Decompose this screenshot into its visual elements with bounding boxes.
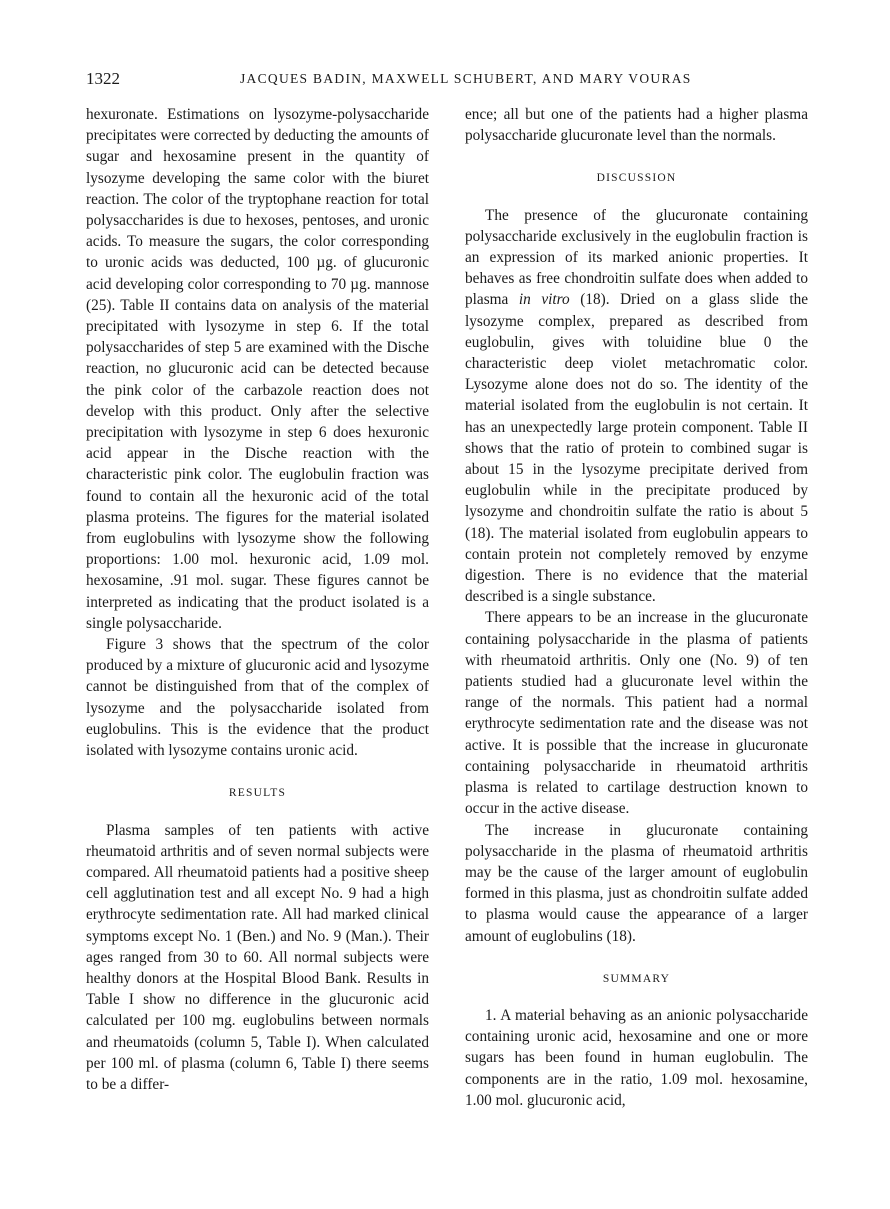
discussion-heading: DISCUSSION bbox=[596, 172, 677, 185]
in-vitro-italic: in vitro bbox=[518, 291, 570, 309]
discussion-paragraph-1 bbox=[465, 205, 808, 608]
summary-paragraph-1: 1. A material behaving as an anionic polysaccharide containing uronic acid, hexosamine and one or more sugars has been found in human euglobulin. The components are in the ratio, 1.09 mol. hexosamine, 1.00 mol. glucuronic acid, bbox=[465, 1006, 808, 1109]
running-head: JACQUES BADIN, MAXWELL SCHUBERT, AND MARY VOURAS bbox=[240, 71, 692, 86]
continued-paragraph-right: ence; all but one of the patients had a higher plasma polysaccharide glucuronate level than the normals. bbox=[465, 106, 808, 145]
right-column bbox=[465, 104, 808, 1111]
summary-heading: SUMMARY bbox=[602, 972, 671, 985]
discussion-text-b: (18). Dried on a glass slide the lysozyme complex, prepared as described from euglobulin, gives with toluidine blue 0 the characteristic deep violet metachromatic color. Lysozyme alone does not do so. The identity of the material isolated from the euglobulin is not certain. It has an unexpectedly large protein component. Table II shows that the ratio of protein to combined sugar is about 15 in the lysozyme precipitate derived from euglobulin while in the precipitate produced by lysozyme and chondroitin sulfate the ratio is about 5 (18). The material isolated from euglobulin appears to contain protein not completely removed by enzyme digestion. There is no evidence that the material described is a single substance. bbox=[465, 291, 809, 606]
discussion-text-a: The presence of the glucuronate containing polysaccharide exclusively in the euglobulin fraction is an expression of its marked anionic properties. It behaves as free chondroitin sulfate does when added to plasma bbox=[465, 206, 808, 309]
results-heading: RESULTS bbox=[228, 787, 287, 800]
discussion-paragraph-2: There appears to be an increase in the glucuronate containing polysaccharide in the plasma of patients with rheumatoid arthritis. Only one (No. 9) of ten patients studied had a glucuronate level within the range of the normals. This patient had a normal erythrocyte sedimentation rate and the disease was not active. It is possible that the increase in glucuronate containing polysaccharide in rheumatoid arthritis plasma is related to cartilage destruction known to occur in the active disease. bbox=[465, 609, 808, 818]
results-paragraph: Plasma samples of ten patients with active rheumatoid arthritis and of seven normal subjects were compared. All rheumatoid patients had a positive sheep cell agglutination test and all except No. 9 had a high erythrocyte sedimentation rate. All had marked clinical symptoms except No. 1 (Ben.) and No. 9 (Man.). Their ages ranged from 30 to 60. All normal subjects were healthy donors at the Hospital Blood Bank. Results in Table I show no difference in the glucuronic acid calculated per 100 mg. euglobulins between normals and rheumatoids (column 5, Table I). When calculated per 100 ml. of plasma (column 6, Table I) there seems to be a differ- bbox=[86, 821, 429, 1093]
continued-paragraph: hexuronate. Estimations on lysozyme-polysaccharide precipitates were corrected by deducting the amounts of sugar and hexosamine present in the quantity of lysozyme developing the same color with the biuret reaction. The color of the tryptophane reaction for total polysaccharides is due to hexoses, pentoses, and uronic acids. To measure the sugars, the color corresponding to uronic acids was deducted, 100 µg. of glucuronic acid developing color corresponding to 70 µg. mannose (25). Table II contains data on analysis of the material precipitated with lysozyme in step 6. If the total polysaccharides of step 5 are examined with the Dische reaction, no glucuronic acid can be detected because the pink color of the carbazole reaction does not develop with this product. Only after the selective precipitation with lysozyme in step 6 does hexuronic acid appear in the Dische reaction with the characteristic pink color. The euglobulin fraction was found to contain all the hexuronic acid of the total plasma proteins. The figures for the material isolated from euglobulins with lysozyme show the following proportions: 1.00 mol. hexuronic acid, 1.09 mol. hexosamine, .91 mol. sugar. These figures cannot be interpreted as indicating that the product isolated is a single polysaccharide. bbox=[86, 106, 429, 632]
page-number: 1322 bbox=[86, 69, 120, 88]
left-column bbox=[86, 104, 429, 1095]
discussion-paragraph-3: The increase in glucuronate containing polysaccharide in the plasma of rheumatoid arthritis may be the cause of the larger amount of euglobulin formed in this plasma, just as chondroitin sulfate added to plasma would cause the appearance of a larger amount of euglobulins (18). bbox=[465, 821, 808, 945]
figure3-paragraph: Figure 3 shows that the spectrum of the color produced by a mixture of glucuronic acid and lysozyme cannot be distinguished from that of the complex of lysozyme and the polysaccharide isolated from euglobulins. This is the evidence that the product isolated with lysozyme contains uronic acid. bbox=[86, 636, 429, 760]
